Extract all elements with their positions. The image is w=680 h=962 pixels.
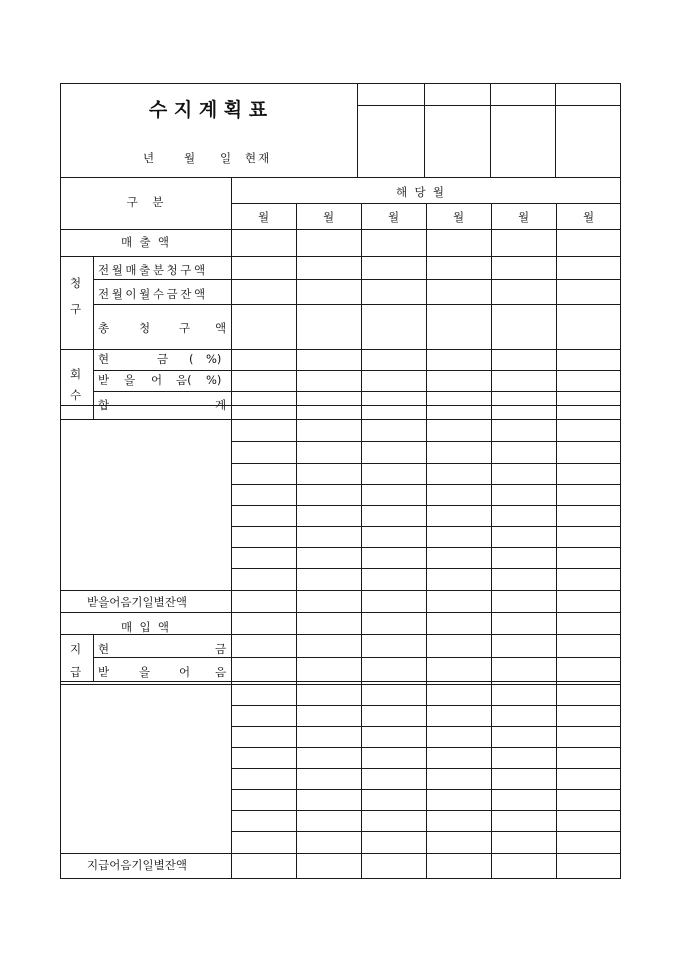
month-value-cell[interactable]	[232, 350, 296, 370]
month-column-header: 월	[322, 210, 335, 224]
month-value-cell[interactable]	[362, 613, 426, 634]
month-value-cell[interactable]	[492, 613, 556, 634]
month-value-cell[interactable]	[232, 257, 296, 279]
month-value-cell[interactable]	[557, 548, 621, 568]
month-value-cell[interactable]	[492, 280, 556, 304]
month-value-cell[interactable]	[557, 811, 621, 831]
month-value-cell[interactable]	[557, 706, 621, 726]
month-value-cell[interactable]	[232, 613, 296, 634]
month-value-cell[interactable]	[427, 257, 491, 279]
month-column-header: 월	[452, 210, 465, 224]
collection-notes-char-3: 어	[151, 373, 163, 387]
month-value-cell[interactable]	[492, 350, 556, 370]
payment-group-label-2: 급	[70, 665, 82, 679]
month-value-cell[interactable]	[297, 811, 361, 831]
month-value-cell[interactable]	[232, 706, 296, 726]
month-value-cell[interactable]	[557, 832, 621, 853]
month-value-cell[interactable]	[297, 305, 361, 349]
month-value-cell[interactable]	[297, 442, 361, 463]
payment-group-label-1: 지	[70, 642, 82, 656]
month-value-cell[interactable]	[427, 569, 491, 590]
month-value-cell[interactable]	[297, 727, 361, 747]
month-value-cell[interactable]	[297, 658, 361, 681]
month-value-cell[interactable]	[362, 420, 426, 441]
horizontal-rule	[60, 878, 621, 879]
month-value-cell[interactable]	[557, 854, 621, 878]
collection-notes-char-2: 을	[124, 373, 136, 387]
month-value-cell[interactable]	[492, 635, 556, 657]
month-value-cell[interactable]	[232, 748, 296, 768]
month-value-cell[interactable]	[557, 371, 621, 391]
month-value-cell[interactable]	[232, 442, 296, 463]
month-value-cell[interactable]	[297, 230, 361, 256]
month-value-cell[interactable]	[232, 569, 296, 590]
month-value-cell[interactable]	[557, 727, 621, 747]
month-value-cell[interactable]	[297, 420, 361, 441]
month-value-cell[interactable]	[362, 769, 426, 789]
vertical-rule	[60, 83, 61, 879]
month-value-cell[interactable]	[557, 280, 621, 304]
month-value-cell[interactable]	[427, 591, 491, 612]
month-value-cell[interactable]	[297, 548, 361, 568]
month-column-header: 월	[387, 210, 400, 224]
month-value-cell[interactable]	[362, 832, 426, 853]
month-value-cell[interactable]	[492, 420, 556, 441]
month-value-cell[interactable]	[232, 371, 296, 391]
month-value-cell[interactable]	[557, 485, 621, 505]
collection-notes-char-1: 받	[98, 373, 110, 387]
month-value-cell[interactable]	[427, 280, 491, 304]
month-value-cell[interactable]	[362, 635, 426, 657]
month-value-cell[interactable]	[297, 280, 361, 304]
month-value-cell[interactable]	[297, 371, 361, 391]
cash-flow-plan-form	[60, 83, 621, 879]
month-value-cell[interactable]	[492, 685, 556, 705]
month-value-cell[interactable]	[427, 464, 491, 484]
month-value-cell[interactable]	[557, 613, 621, 634]
collection-cash-char-1: 현	[98, 352, 110, 366]
month-value-cell[interactable]	[297, 569, 361, 590]
month-value-cell[interactable]	[427, 790, 491, 810]
total-billing-char-3: 구	[179, 321, 191, 335]
month-value-cell[interactable]	[232, 280, 296, 304]
collection-cash-char-3: (	[189, 352, 194, 366]
month-value-cell[interactable]	[492, 257, 556, 279]
month-value-cell[interactable]	[492, 658, 556, 681]
month-value-cell[interactable]	[492, 769, 556, 789]
month-value-cell[interactable]	[362, 811, 426, 831]
total-billing-char-2: 청	[139, 321, 151, 335]
month-value-cell[interactable]	[492, 811, 556, 831]
month-value-cell[interactable]	[557, 392, 621, 419]
period-header: 해 당 월	[396, 185, 444, 199]
date-year-label: 년	[143, 151, 155, 165]
month-value-cell[interactable]	[492, 790, 556, 810]
month-value-cell[interactable]	[297, 613, 361, 634]
month-value-cell[interactable]	[297, 464, 361, 484]
payment-cash-char-1: 현	[98, 642, 110, 656]
payment-notes-char-2: 을	[139, 665, 151, 679]
form-title: 수 지 계 획 표	[148, 99, 268, 121]
month-value-cell[interactable]	[362, 790, 426, 810]
month-value-cell[interactable]	[362, 442, 426, 463]
month-value-cell[interactable]	[427, 727, 491, 747]
month-value-cell[interactable]	[492, 706, 556, 726]
month-value-cell[interactable]	[232, 658, 296, 681]
month-value-cell[interactable]	[492, 230, 556, 256]
month-value-cell[interactable]	[297, 790, 361, 810]
collection-notes-char-4: 음(	[176, 373, 192, 387]
collection-group-label-2: 수	[70, 388, 82, 402]
month-value-cell[interactable]	[362, 569, 426, 590]
month-value-cell[interactable]	[427, 506, 491, 526]
month-value-cell[interactable]	[557, 769, 621, 789]
month-value-cell[interactable]	[492, 305, 556, 349]
month-value-cell[interactable]	[232, 485, 296, 505]
month-value-cell[interactable]	[492, 371, 556, 391]
month-value-cell[interactable]	[427, 811, 491, 831]
month-value-cell[interactable]	[427, 442, 491, 463]
month-value-cell[interactable]	[492, 527, 556, 547]
month-value-cell[interactable]	[232, 464, 296, 484]
month-value-cell[interactable]	[362, 685, 426, 705]
collection-group-label-1: 회	[70, 367, 82, 381]
month-value-cell[interactable]	[297, 685, 361, 705]
month-value-cell[interactable]	[232, 506, 296, 526]
billing-group-label-1: 청	[70, 276, 82, 290]
month-value-cell[interactable]	[362, 591, 426, 612]
month-value-cell[interactable]	[232, 591, 296, 612]
notes-payable-maturity-label: 지급어음기일별잔액	[87, 858, 187, 872]
month-value-cell[interactable]	[297, 527, 361, 547]
month-value-cell[interactable]	[232, 790, 296, 810]
month-value-cell[interactable]	[492, 464, 556, 484]
total-billing-char-4: 액	[215, 321, 227, 335]
month-value-cell[interactable]	[492, 569, 556, 590]
month-value-cell[interactable]	[362, 506, 426, 526]
month-value-cell[interactable]	[557, 305, 621, 349]
payment-cash-char-2: 금	[215, 642, 227, 656]
month-value-cell[interactable]	[362, 485, 426, 505]
month-value-cell[interactable]	[427, 685, 491, 705]
month-value-cell[interactable]	[297, 257, 361, 279]
month-value-cell[interactable]	[297, 485, 361, 505]
month-value-cell[interactable]	[427, 769, 491, 789]
month-value-cell[interactable]	[427, 371, 491, 391]
month-value-cell[interactable]	[362, 392, 426, 419]
month-value-cell[interactable]	[427, 854, 491, 878]
month-value-cell[interactable]	[232, 305, 296, 349]
month-value-cell[interactable]	[557, 350, 621, 370]
month-value-cell[interactable]	[557, 506, 621, 526]
month-value-cell[interactable]	[362, 706, 426, 726]
month-value-cell[interactable]	[362, 350, 426, 370]
month-value-cell[interactable]	[297, 832, 361, 853]
month-value-cell[interactable]	[232, 420, 296, 441]
vertical-rule	[490, 83, 491, 178]
month-value-cell[interactable]	[427, 230, 491, 256]
month-value-cell[interactable]	[297, 591, 361, 612]
month-value-cell[interactable]	[362, 727, 426, 747]
month-value-cell[interactable]	[297, 769, 361, 789]
notes-receivable-maturity-label: 받을어음기일별잔액	[87, 595, 187, 609]
month-value-cell[interactable]	[492, 832, 556, 853]
month-value-cell[interactable]	[232, 392, 296, 419]
month-value-cell[interactable]	[362, 658, 426, 681]
sales-amount-label: 매 출 액	[121, 235, 169, 249]
month-value-cell[interactable]	[297, 706, 361, 726]
category-header: 구 분	[126, 195, 164, 209]
month-value-cell[interactable]	[362, 854, 426, 878]
payment-notes-char-4: 음	[215, 665, 227, 679]
month-value-cell[interactable]	[427, 485, 491, 505]
collection-sum-char-1: 합	[98, 398, 110, 412]
vertical-rule	[93, 634, 94, 682]
month-value-cell[interactable]	[362, 748, 426, 768]
horizontal-rule	[60, 681, 621, 682]
vertical-rule	[424, 83, 425, 178]
month-value-cell[interactable]	[557, 685, 621, 705]
month-value-cell[interactable]	[232, 811, 296, 831]
collection-sum-char-2: 계	[215, 398, 227, 412]
month-value-cell[interactable]	[492, 854, 556, 878]
month-value-cell[interactable]	[362, 230, 426, 256]
month-value-cell[interactable]	[557, 790, 621, 810]
month-value-cell[interactable]	[297, 506, 361, 526]
month-value-cell[interactable]	[557, 257, 621, 279]
as-of-label: 현재	[245, 151, 272, 165]
month-value-cell[interactable]	[297, 392, 361, 419]
month-value-cell[interactable]	[362, 305, 426, 349]
month-value-cell[interactable]	[492, 727, 556, 747]
month-value-cell[interactable]	[492, 442, 556, 463]
payment-notes-char-3: 어	[179, 665, 191, 679]
month-value-cell[interactable]	[427, 350, 491, 370]
month-value-cell[interactable]	[557, 230, 621, 256]
month-value-cell[interactable]	[427, 832, 491, 853]
payment-notes-char-1: 받	[98, 665, 110, 679]
prev-month-billing-label: 전월매출분청구액	[98, 263, 208, 277]
month-value-cell[interactable]	[362, 280, 426, 304]
collection-cash-char-4: %)	[206, 352, 222, 366]
month-value-cell[interactable]	[362, 548, 426, 568]
month-value-cell[interactable]	[427, 635, 491, 657]
month-value-cell[interactable]	[232, 548, 296, 568]
month-value-cell[interactable]	[557, 635, 621, 657]
horizontal-rule	[60, 177, 621, 178]
month-value-cell[interactable]	[232, 685, 296, 705]
vertical-rule	[357, 83, 358, 178]
month-value-cell[interactable]	[557, 442, 621, 463]
month-value-cell[interactable]	[557, 591, 621, 612]
month-value-cell[interactable]	[427, 658, 491, 681]
month-value-cell[interactable]	[557, 527, 621, 547]
month-value-cell[interactable]	[232, 527, 296, 547]
month-value-cell[interactable]	[427, 548, 491, 568]
month-value-cell[interactable]	[492, 748, 556, 768]
month-value-cell[interactable]	[492, 485, 556, 505]
vertical-rule	[555, 83, 556, 178]
month-column-header: 월	[582, 210, 595, 224]
month-value-cell[interactable]	[492, 506, 556, 526]
month-value-cell[interactable]	[492, 591, 556, 612]
carryover-receivable-label: 전월이월수금잔액	[98, 287, 208, 301]
month-value-cell[interactable]	[427, 706, 491, 726]
billing-group-label-2: 구	[70, 302, 82, 316]
month-value-cell[interactable]	[492, 392, 556, 419]
month-value-cell[interactable]	[557, 569, 621, 590]
horizontal-rule	[60, 83, 621, 84]
month-value-cell[interactable]	[427, 305, 491, 349]
month-value-cell[interactable]	[297, 748, 361, 768]
month-value-cell[interactable]	[557, 748, 621, 768]
month-value-cell[interactable]	[297, 635, 361, 657]
month-value-cell[interactable]	[557, 420, 621, 441]
month-value-cell[interactable]	[232, 832, 296, 853]
total-billing-char-1: 총	[98, 321, 110, 335]
month-value-cell[interactable]	[297, 350, 361, 370]
collection-cash-char-2: 금	[157, 352, 169, 366]
month-value-cell[interactable]	[427, 748, 491, 768]
collection-notes-char-5: %)	[206, 373, 222, 387]
month-value-cell[interactable]	[362, 371, 426, 391]
month-value-cell[interactable]	[297, 854, 361, 878]
month-value-cell[interactable]	[232, 635, 296, 657]
horizontal-rule	[357, 105, 621, 106]
month-column-header: 월	[257, 210, 270, 224]
month-value-cell[interactable]	[362, 527, 426, 547]
date-month-label: 월	[184, 151, 196, 165]
month-value-cell[interactable]	[362, 257, 426, 279]
month-value-cell[interactable]	[232, 727, 296, 747]
month-value-cell[interactable]	[427, 527, 491, 547]
purchase-amount-label: 매 입 액	[121, 620, 169, 634]
month-column-header: 월	[517, 210, 530, 224]
month-value-cell[interactable]	[557, 658, 621, 681]
month-value-cell[interactable]	[492, 548, 556, 568]
date-day-label: 일	[220, 151, 232, 165]
month-value-cell[interactable]	[232, 854, 296, 878]
month-value-cell[interactable]	[557, 464, 621, 484]
month-value-cell[interactable]	[427, 392, 491, 419]
month-value-cell[interactable]	[232, 230, 296, 256]
month-value-cell[interactable]	[427, 420, 491, 441]
month-value-cell[interactable]	[427, 613, 491, 634]
vertical-rule	[93, 256, 94, 420]
month-value-cell[interactable]	[232, 769, 296, 789]
month-value-cell[interactable]	[362, 464, 426, 484]
